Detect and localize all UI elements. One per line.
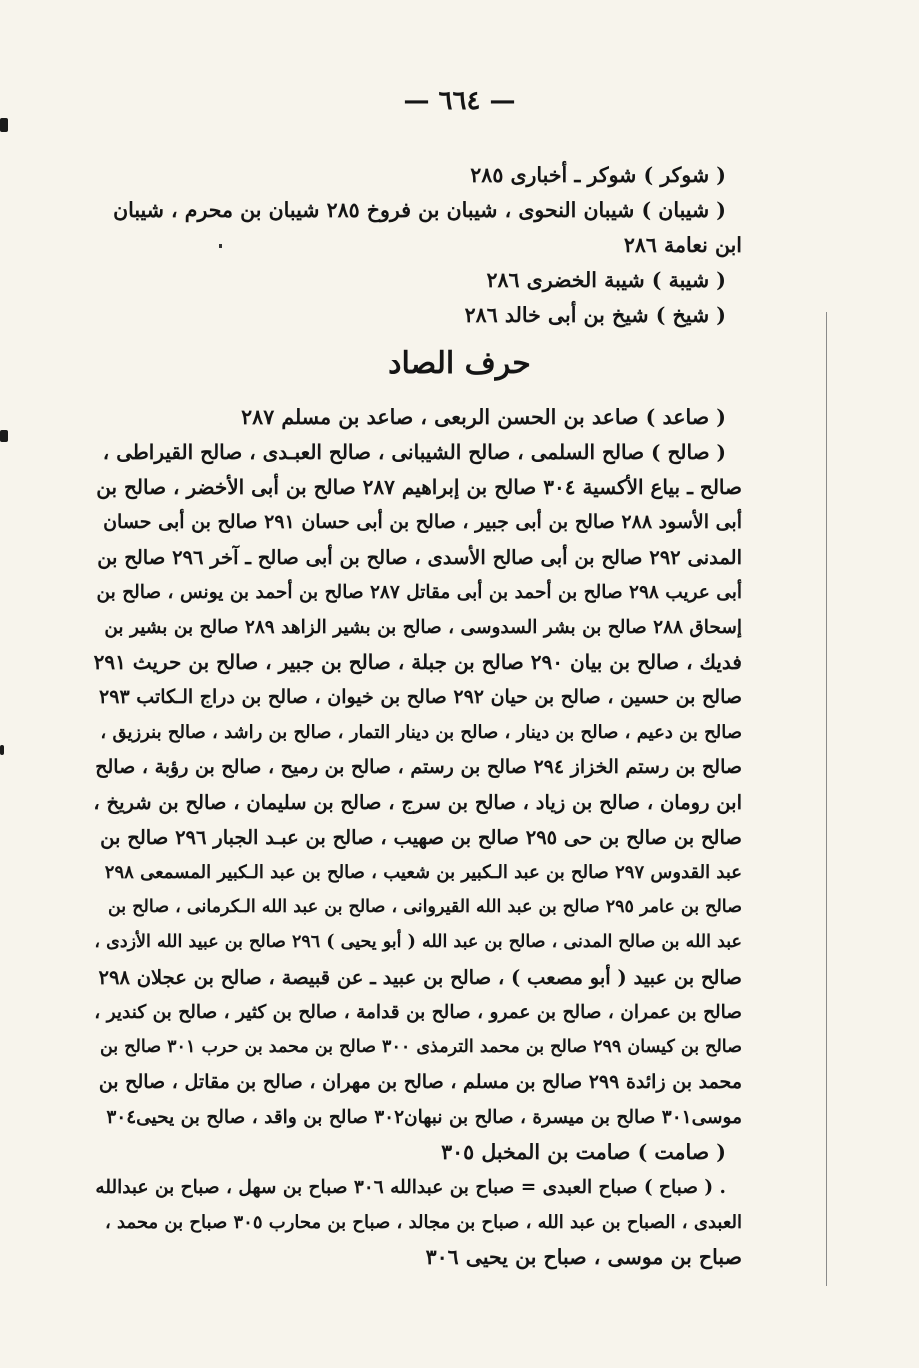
entry-line: عبد القدوس ٢٩٧ صالح بن عبد الـكبير بن شعيب ، صالح بن عبد الـكبير المسمعى ٢٩٨ — [104, 862, 742, 883]
entry-line: إسحاق ٢٨٨ صالح بن بشر السدوسى ، صالح بن بشير الزاهد ٢٨٩ صالح بن بشير بن — [104, 617, 742, 638]
binding-mark — [0, 745, 4, 755]
entry-line: ( صاعد ) صاعد بن الحسن الربعى ، صاعد بن مسلم ٢٨٧ — [241, 405, 726, 429]
entry-line: صالح بن كيسان ٢٩٩ صالح بن محمد الترمذى ٣٠٠ صالح بن محمد بن حرب ٣٠١ صالح بن — [99, 1037, 742, 1057]
sad-entries — [92, 400, 742, 1275]
entry-line: صالح بن عبيد ( أبو مصعب ) ، صالح بن عبيد ـ عن قبيصة ، صالح بن عجلان ٢٩٨ — [98, 966, 742, 989]
entry-line: محمد بن زائدة ٢٩٩ صالح بن مسلم ، صالح بن مهران ، صالح بن مقاتل ، صالح بن — [98, 1071, 742, 1093]
entry-line: صالح بن عامر ٢٩٥ صالح بن عبد الله القيروانى ، صالح بن عبد الله الـكرمانى ، صالح بن — [107, 897, 742, 917]
entry-line: ( صالح ) صالح السلمى ، صالح الشيبانى ، صالح العبـدى ، صالح القيراطى ، — [102, 440, 726, 464]
entry-line: صباح بن موسى ، صباح بن يحيى ٣٠٦ — [425, 1245, 742, 1269]
entry-line: عبد الله بن صالح المدنى ، صالح بن عبد الله ( أبو يحيى ) ٢٩٦ صالح بن عبيد الله الأزدى ، — [94, 932, 742, 952]
section-heading: حرف الصاد — [388, 346, 531, 381]
entry-line: أبى الأسود ٢٨٨ صالح بن أبى جبير ، صالح بن أبى حسان ٢٩١ صالح بن أبى حسان — [103, 511, 742, 533]
top-entries — [92, 158, 742, 333]
entry-line: صالح بن حسين ، صالح بن حيان ٢٩٢ صالح بن خيوان ، صالح بن دراج الـكاتب ٢٩٣ — [99, 686, 742, 708]
entry-line: صالح بن عمران ، صالح بن عمرو ، صالح بن قدامة ، صالح بن كثير ، صالح بن كندير ، — [94, 1002, 742, 1023]
entry-line: ( شيبان ) شيبان النحوى ، شيبان بن فروخ ٢٨٥ شيبان بن محرم ، شيبان — [113, 198, 726, 222]
entry-line: ( شوكر ) شوكر ـ أخبارى ٢٨٥ — [470, 163, 726, 187]
binding-mark — [0, 430, 8, 442]
entry-line: صالح بن دعيم ، صالح بن دينار ، صالح بن دينار التمار ، صالح بن راشد ، صالح بنرزيق ، — [100, 722, 742, 743]
binding-mark — [0, 118, 8, 132]
page-number: — ٦٦٤ — — [403, 86, 516, 116]
entry-line: العبدى ، الصباح بن عبد الله ، صباح بن مجالد ، صباح بن محارب ٣٠٥ صباح بن محمد ، — [104, 1212, 742, 1233]
entry-line: ابن نعامة ٢٨٦ — [623, 233, 742, 257]
entry-line: صالح بن صالح بن حى ٢٩٥ صالح بن صهيب ، صالح بن عبـد الجبار ٢٩٦ صالح بن — [100, 826, 742, 849]
entry-line: فديك ، صالح بن بيان ٢٩٠ صالح بن جبلة ، صالح بن جبير ، صالح بن حريث ٢٩١ — [93, 650, 742, 674]
entry-line: المدنى ٢٩٢ صالح بن أبى صالح الأسدى ، صالح بن أبى صالح ـ آخر ٢٩٦ صالح بن — [97, 546, 742, 569]
entry-line: صالح بن رستم الخزاز ٢٩٤ صالح بن رستم ، صالح بن رميح ، صالح بن رؤبة ، صالح — [95, 756, 742, 778]
margin-rule — [826, 312, 827, 1286]
entry-line: ( صامت ) صامت بن المخبل ٣٠٥ — [441, 1140, 726, 1164]
entry-line: أبى عريب ٢٩٨ صالح بن أحمد بن أبى مقاتل ٢٨٧ صالح بن أحمد بن يونس ، صالح بن — [96, 582, 742, 603]
entry-line: ( شيخ ) شيخ بن أبى خالد ٢٨٦ — [464, 303, 726, 327]
entry-line: . ( صباح ) صباح العبدى = صباح بن عبدالله ٣٠٦ صباح بن سهل ، صباح بن عبدالله — [95, 1177, 726, 1198]
entry-line: ابن رومان ، صالح بن زياد ، صالح بن سرج ، صالح بن سليمان ، صالح بن شريخ ، — [93, 791, 742, 814]
entry-line: موسى٣٠١ صالح بن ميسرة ، صالح بن نبهان٣٠٢ صالح بن واقد ، صالح بن يحيى٣٠٤ — [106, 1107, 742, 1128]
entry-line: ( شيبة ) شيبة الخضرى ٢٨٦ — [486, 268, 726, 292]
entry-line: صالح ـ بياع الأكسية ٣٠٤ صالح بن إبراهيم ٢٨٧ صالح بن أبى الأخضر ، صالح بن — [96, 475, 742, 499]
